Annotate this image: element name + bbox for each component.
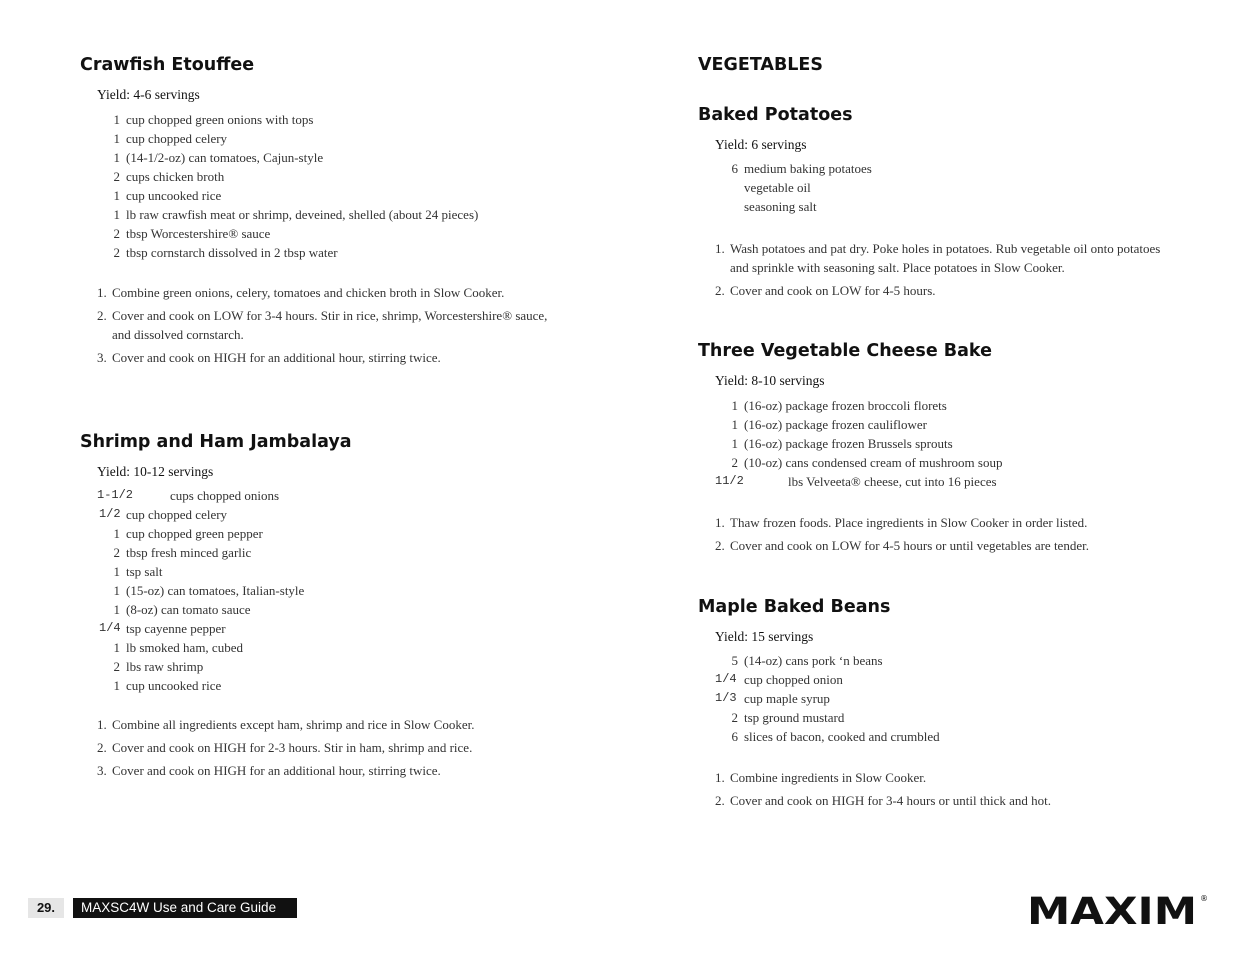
instruction-step: 1. Combine all ingredients except ham, shrimp and rice in Slow Cooker. [97, 717, 475, 732]
ingredient-row: 1 cup uncooked rice [113, 678, 222, 693]
instruction-step: 3. Cover and cook on HIGH for an additional hour, stirring twice. [97, 350, 441, 365]
ingredient-row: 1 cup chopped celery [113, 131, 228, 146]
ingredient-row: 1/2 cup chopped celery [99, 507, 228, 522]
instruction-list [97, 715, 567, 780]
ingredient-row: 1 (8-oz) can tomato sauce [113, 602, 251, 617]
ingredient-row: 1 (14-1/2-oz) can tomatoes, Cajun-style [113, 150, 324, 165]
instruction-step: 1. Wash potatoes and pat dry. Poke holes in potatoes. Rub vegetable oil onto potatoes and sprinkle with seasoning salt. Place potatoes in Slow Cooker. [715, 241, 1161, 275]
section-heading: VEGETABLES [698, 55, 823, 75]
instruction-step: 2. Cover and cook on LOW for 3-4 hours. Stir in rice, shrimp, Worcestershire® sauce, and dissolved cornstarch. [97, 308, 548, 342]
ingredient-row: 6 medium baking potatoes [731, 161, 872, 176]
instruction-list [715, 239, 1165, 300]
recipe-yield: Yield: 10-12 servings [97, 464, 214, 479]
recipe-title: Crawfish Etouffee [80, 55, 255, 75]
ingredient-row: 2 cups chicken broth [113, 169, 225, 184]
ingredient-list [715, 651, 1185, 746]
logo-wordmark: MAXIM [1027, 890, 1197, 933]
recipe-title: Three Vegetable Cheese Bake [698, 341, 992, 361]
ingredient-row: 6 slices of bacon, cooked and crumbled [731, 729, 940, 744]
ingredient-row: 5 (14-oz) cans pork ‘n beans [731, 653, 883, 668]
ingredient-row: 1 (15-oz) can tomatoes, Italian-style [113, 583, 305, 598]
instruction-step: 2. Cover and cook on HIGH for 2-3 hours. Stir in ham, shrimp and rice. [97, 740, 473, 755]
ingredient-row: 1 (16-oz) package frozen cauliflower [731, 417, 927, 432]
instruction-step: 1. Combine green onions, celery, tomatoes and chicken broth in Slow Cooker. [97, 285, 505, 300]
ingredient-row: 1 tsp salt [113, 564, 163, 579]
ingredient-list [715, 159, 1185, 216]
ingredient-row: 1 cup chopped green pepper [113, 526, 263, 541]
ingredient-row: 2 lbs raw shrimp [113, 659, 204, 674]
ingredient-row: 1 cup chopped green onions with tops [113, 112, 314, 127]
instruction-step: 1. Thaw frozen foods. Place ingredients in Slow Cooker in order listed. [715, 515, 1088, 530]
recipe-yield: Yield: 4-6 servings [97, 87, 200, 102]
ingredient-row: 1/3 cup maple syrup [715, 691, 830, 706]
ingredient-row: 2 (10-oz) cans condensed cream of mushroom soup [731, 455, 1003, 470]
guide-title: MAXSC4W Use and Care Guide [73, 898, 297, 918]
instruction-step: 2. Cover and cook on HIGH for 3-4 hours or until thick and hot. [715, 793, 1051, 808]
instruction-list [715, 768, 1165, 810]
recipe-yield: Yield: 8-10 servings [715, 373, 825, 388]
maxim-logo-mark [1027, 890, 1208, 933]
ingredient-row: 1 (16-oz) package frozen broccoli florets [731, 398, 947, 413]
ingredient-row: 1 (16-oz) package frozen Brussels sprouts [731, 436, 953, 451]
page-number: 29. [28, 898, 64, 918]
instruction-step: 1. Combine ingredients in Slow Cooker. [715, 770, 927, 785]
ingredient-row: 2 tsp ground mustard [731, 710, 845, 725]
ingredient-list [715, 396, 1185, 491]
ingredient-row: 1-1/2 cups chopped onions [97, 488, 280, 503]
ingredient-row: 2 tbsp fresh minced garlic [113, 545, 252, 560]
ingredient-row: 1/4 tsp cayenne pepper [99, 621, 226, 636]
instruction-step: 2. Cover and cook on LOW for 4-5 hours or until vegetables are tender. [715, 538, 1089, 553]
registered-mark: ® [1200, 894, 1208, 903]
recipe-yield: Yield: 6 servings [715, 137, 807, 152]
ingredient-row: 1 lb smoked ham, cubed [113, 640, 243, 655]
ingredient-row: 1/4 cup chopped onion [715, 672, 843, 687]
ingredient-row: seasoning salt [744, 199, 817, 214]
ingredient-row: 11/2 lbs Velveeta® cheese, cut into 16 pieces [715, 474, 997, 489]
recipe-title: Maple Baked Beans [698, 597, 891, 617]
instruction-list [97, 283, 567, 367]
recipe-title: Baked Potatoes [698, 105, 853, 125]
instruction-list [715, 513, 1165, 555]
ingredient-row: 1 lb raw crawfish meat or shrimp, deveined, shelled (about 24 pieces) [113, 207, 479, 222]
ingredient-list [97, 110, 567, 262]
ingredient-list [97, 486, 567, 695]
maxim-logo [1027, 890, 1208, 933]
ingredient-row: vegetable oil [744, 180, 811, 195]
ingredient-row: 2 tbsp Worcestershire® sauce [113, 226, 271, 241]
instruction-step: 2. Cover and cook on LOW for 4-5 hours. [715, 283, 936, 298]
ingredient-row: 1 cup uncooked rice [113, 188, 222, 203]
recipe-yield: Yield: 15 servings [715, 629, 814, 644]
instruction-step: 3. Cover and cook on HIGH for an additional hour, stirring twice. [97, 763, 441, 778]
ingredient-row: 2 tbsp cornstarch dissolved in 2 tbsp water [113, 245, 338, 260]
recipe-title: Shrimp and Ham Jambalaya [80, 432, 352, 452]
